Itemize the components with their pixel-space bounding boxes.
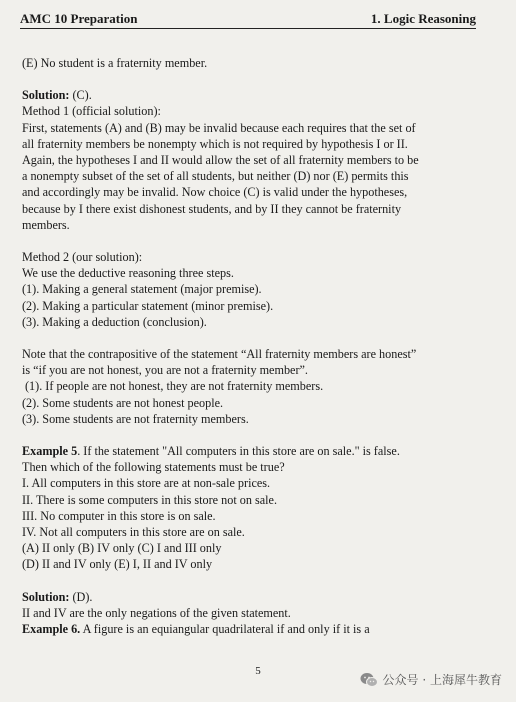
solution-label: Solution: (22, 88, 70, 103)
example5-stem (22, 443, 488, 459)
example5-line: II. There is some computers in this store not on sale. (22, 492, 277, 507)
wechat-icon (360, 672, 378, 688)
option-e: (E) No student is a fraternity member. (22, 56, 208, 70)
example6-stem (22, 621, 488, 637)
example5-line: IV. Not all computers in this store are on sale. (22, 525, 245, 540)
note-step: (1). If people are not honest, they are not fraternity members. (25, 379, 324, 394)
method2-step: (1). Making a general statement (major premise). (22, 282, 262, 297)
solution-answer: (C). (69, 88, 92, 103)
page-content (22, 55, 488, 637)
example5-choices: (A) II only (B) IV only (C) I and III only (22, 541, 222, 556)
solution-1 (22, 87, 488, 103)
example5-line: I. All computers in this store are at non-sale prices. (22, 476, 271, 491)
method1-line: a nonempty subset of the set of all students, but neither (D) nor (E) permits this (22, 169, 409, 184)
note-line: Note that the contrapositive of the statement “All fraternity members are honest” (22, 347, 417, 362)
method1-line: all fraternity members be nonempty which is not required by hypothesis I or II. (22, 136, 408, 151)
example5-choices: (D) II and IV only (E) I, II and IV only (22, 557, 213, 572)
watermark-text: 公众号 · 上海犀牛教育 (382, 673, 502, 687)
example6-label: Example 6. (22, 622, 81, 637)
header-book-title: AMC 10 Preparation (20, 11, 138, 26)
example5-line: III. No computer in this store is on sale. (22, 508, 216, 523)
watermark (360, 671, 502, 688)
header-chapter-title: 1. Logic Reasoning (370, 11, 476, 26)
example5-label: Example 5 (22, 444, 78, 459)
method1-line: because by I there exist dishonest students, and by II they cannot be fraternity (22, 201, 402, 216)
method1-title: Method 1 (official solution): (22, 104, 161, 119)
solution-label: Solution: (22, 589, 70, 604)
note-step: (3). Some students are not fraternity members. (22, 411, 249, 426)
example6-text: A figure is an equiangular quadrilateral if and only if it is a (80, 622, 370, 637)
method1-line: Again, the hypotheses I and II would allow the set of all fraternity members to be (22, 153, 419, 168)
note-step: (2). Some students are not honest people. (22, 395, 224, 410)
solution-answer: (D). (69, 589, 93, 604)
solution-2 (22, 589, 488, 605)
method2-title: Method 2 (our solution): (22, 250, 143, 265)
method1-line: and accordingly may be invalid. Now choice (C) is valid under the hypotheses, (22, 185, 408, 200)
page-header (20, 11, 476, 29)
method1-line: members. (22, 217, 70, 232)
page-number: 5 (255, 665, 261, 677)
solution2-text: II and IV are the only negations of the given statement. (22, 605, 291, 620)
method1-line: First, statements (A) and (B) may be invalid because each requires that the set of (22, 120, 416, 135)
method2-step: (3). Making a deduction (conclusion). (22, 314, 207, 329)
method2-intro: We use the deductive reasoning three steps. (22, 266, 234, 281)
example5-line: Then which of the following statements must be true? (22, 460, 285, 475)
note-line: is “if you are not honest, you are not a fraternity member”. (22, 363, 308, 378)
method2-step: (2). Making a particular statement (minor premise). (22, 298, 274, 313)
example5-line: . If the statement "All computers in this store are on sale." is false. (77, 444, 400, 459)
